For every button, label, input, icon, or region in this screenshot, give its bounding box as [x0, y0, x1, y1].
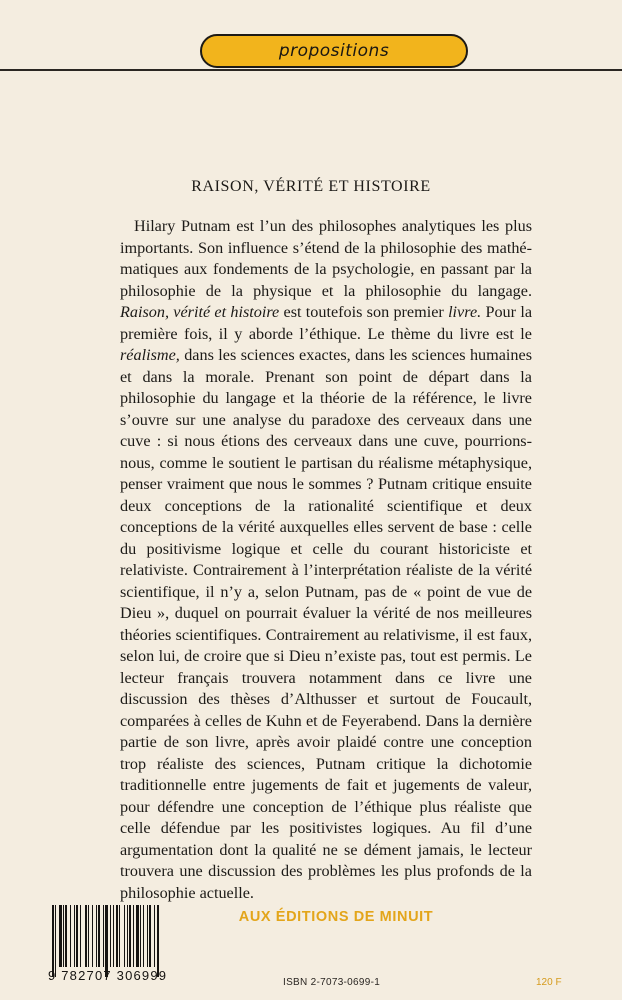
barcode-bar — [105, 905, 108, 977]
barcode-bar — [80, 905, 81, 967]
blurb-italic-segment: livre. — [448, 303, 482, 321]
barcode-bar — [98, 905, 100, 967]
barcode-bar — [129, 905, 131, 967]
barcode-bar — [147, 905, 148, 967]
barcode-bar — [70, 905, 71, 967]
barcode-bar — [154, 905, 155, 967]
barcode-bar — [136, 905, 139, 967]
series-logo-badge — [200, 34, 468, 68]
barcode-bar — [55, 905, 56, 977]
barcode — [48, 905, 182, 983]
barcode-bar — [133, 905, 134, 967]
barcode-bar — [52, 905, 54, 977]
blurb-italic-segment: réalisme, — [120, 346, 180, 364]
blurb-text-segment: Hilary Putnam est l’un des philosophes analytiques les plus importants. Son influence s’étend de la philosophie des mathématiques aux fondements de la psychologie, en passant par la philosophie de la physique et la philosophie du langage. — [120, 217, 532, 300]
book-title: RAISON, VÉRITÉ ET HISTOIRE — [191, 178, 431, 195]
barcode-bar — [143, 905, 144, 967]
header-rule — [0, 69, 622, 71]
barcode-bar — [88, 905, 89, 967]
barcode-bar — [127, 905, 128, 967]
blurb-text-segment: Pour la première fois, il y aborde l’éthique. Le thème du livre est le — [120, 303, 532, 343]
blurb-paragraph — [120, 216, 532, 904]
series-name: propositions — [278, 41, 390, 61]
isbn-label: ISBN 2-7073-0699-1 — [283, 977, 381, 988]
barcode-bar — [116, 905, 118, 967]
barcode-bar — [96, 905, 97, 967]
barcode-bar — [74, 905, 75, 967]
barcode-bar — [149, 905, 151, 967]
barcode-bar — [110, 905, 111, 967]
price-label: 120 F — [536, 977, 562, 988]
barcode-bar — [92, 905, 93, 967]
back-cover-blurb — [120, 216, 532, 904]
barcode-bar — [63, 905, 64, 967]
barcode-bar — [113, 905, 114, 967]
barcode-bar — [76, 905, 78, 967]
barcode-bar — [59, 905, 62, 967]
barcode-bar — [157, 905, 159, 977]
barcode-bar — [85, 905, 87, 967]
barcode-bar — [119, 905, 120, 967]
barcode-bar — [124, 905, 125, 967]
barcode-bar — [65, 905, 67, 967]
barcode-digits: 9 782707 306999 — [48, 968, 168, 983]
publisher-name: AUX ÉDITIONS DE MINUIT — [238, 909, 434, 925]
blurb-text-segment: dans les sciences exactes, dans les sciences humaines et dans la morale. Prenant son point de départ dans la philosophie du langage et la théorie de la référence, le livre s’ouvre sur une analyse du paradoxe des cerveaux dans une cuve : si nous étions des cerveaux dans une cuve, pourrions-nous, comme le soutient le partisan du réalisme métaphysique, penser vraiment que nous le sommes ? Putnam critique ensuite deux conceptions de la rationalité scientifique et deux conceptions de la vérité auxquelles elles servent de base : celle du positivisme logique et celle du courant historiciste et relativiste. Contrairement à l’interprétation réaliste de la vérité scientifique, il n’y a, selon Putnam, pas de « point de vue de Dieu », duquel on pourrait évaluer la vérité de nos meilleures théories scientifiques. Contrairement au relativisme, il est faux, selon lui, de croire que si Dieu n’existe pas, tout est permis. Le lecteur français trouvera notamment dans ce livre une discussion des thèses d’Althusser et surtout de Foucault, comparées à celles de Kuhn et de Feyerabend. Dans la dernière partie de son livre, après avoir plaidé contre une conception trop réaliste des sciences, Putnam critique la dichotomie traditionnelle entre jugements de fait et jugements de valeur, pour défendre une conception de l’éthique plus réaliste que celle défendue par les positivistes logiques. Au fil d’une argumentation dont la qualité ne se dément jamais, le lecteur trouvera une discussion des problèmes les plus profonds de la philosophie actuelle. — [120, 346, 532, 902]
blurb-italic-segment: Raison, vérité et histoire — [120, 303, 280, 321]
barcode-bars — [52, 905, 178, 977]
barcode-bar — [140, 905, 141, 967]
blurb-text-segment: est toutefois son premier — [279, 303, 449, 321]
barcode-bar — [103, 905, 104, 967]
